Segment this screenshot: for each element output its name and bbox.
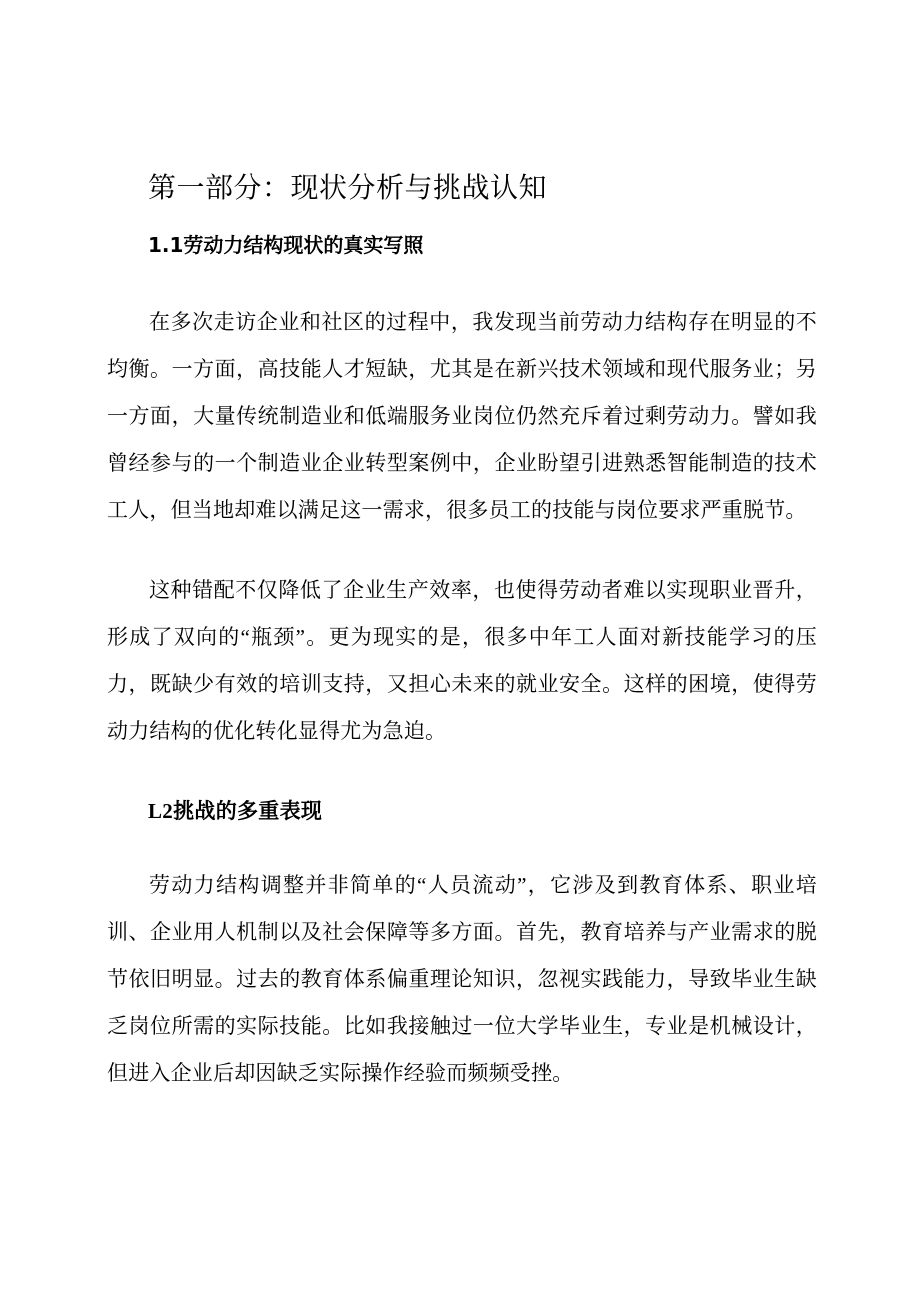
document-title: 第一部分：现状分析与挑战认知	[148, 171, 548, 204]
paragraph-3: 劳动力结构调整并非简单的“人员流动”，它涉及到教育体系、职业培训、企业用人机制以及社会保障等多方面。首先，教育培养与产业需求的脱节依旧明显。过去的教育体系偏重理论知识，忽视实践能力，导致毕业生缺乏岗位所需的实际技能。比如我接触过一位大学毕业生，专业是机械设计，但进入企业后却因缺乏实际操作经验而频频受挫。	[107, 873, 817, 1085]
paragraph-2: 这种错配不仅降低了企业生产效率，也使得劳动者难以实现职业晋升，形成了双向的“瓶颈”。更为现实的是，很多中年工人面对新技能学习的压力，既缺少有效的培训支持，又担心未来的就业安全。这样的困境，使得劳动力结构的优化转化显得尤为急迫。	[107, 578, 817, 743]
section-heading-1-2: L2挑战的多重表现	[148, 799, 323, 823]
section-heading-1-1: 1.1劳动力结构现状的真实写照	[148, 233, 424, 257]
paragraph-1: 在多次走访企业和社区的过程中，我发现当前劳动力结构存在明显的不均衡。一方面，高技能人才短缺，尤其是在新兴技术领域和现代服务业；另一方面，大量传统制造业和低端服务业岗位仍然充斥着过剩劳动力。譬如我曾经参与的一个制造业企业转型案例中，企业盼望引进熟悉智能制造的技术工人，但当地却难以满足这一需求，很多员工的技能与岗位要求严重脱节。	[107, 310, 817, 522]
